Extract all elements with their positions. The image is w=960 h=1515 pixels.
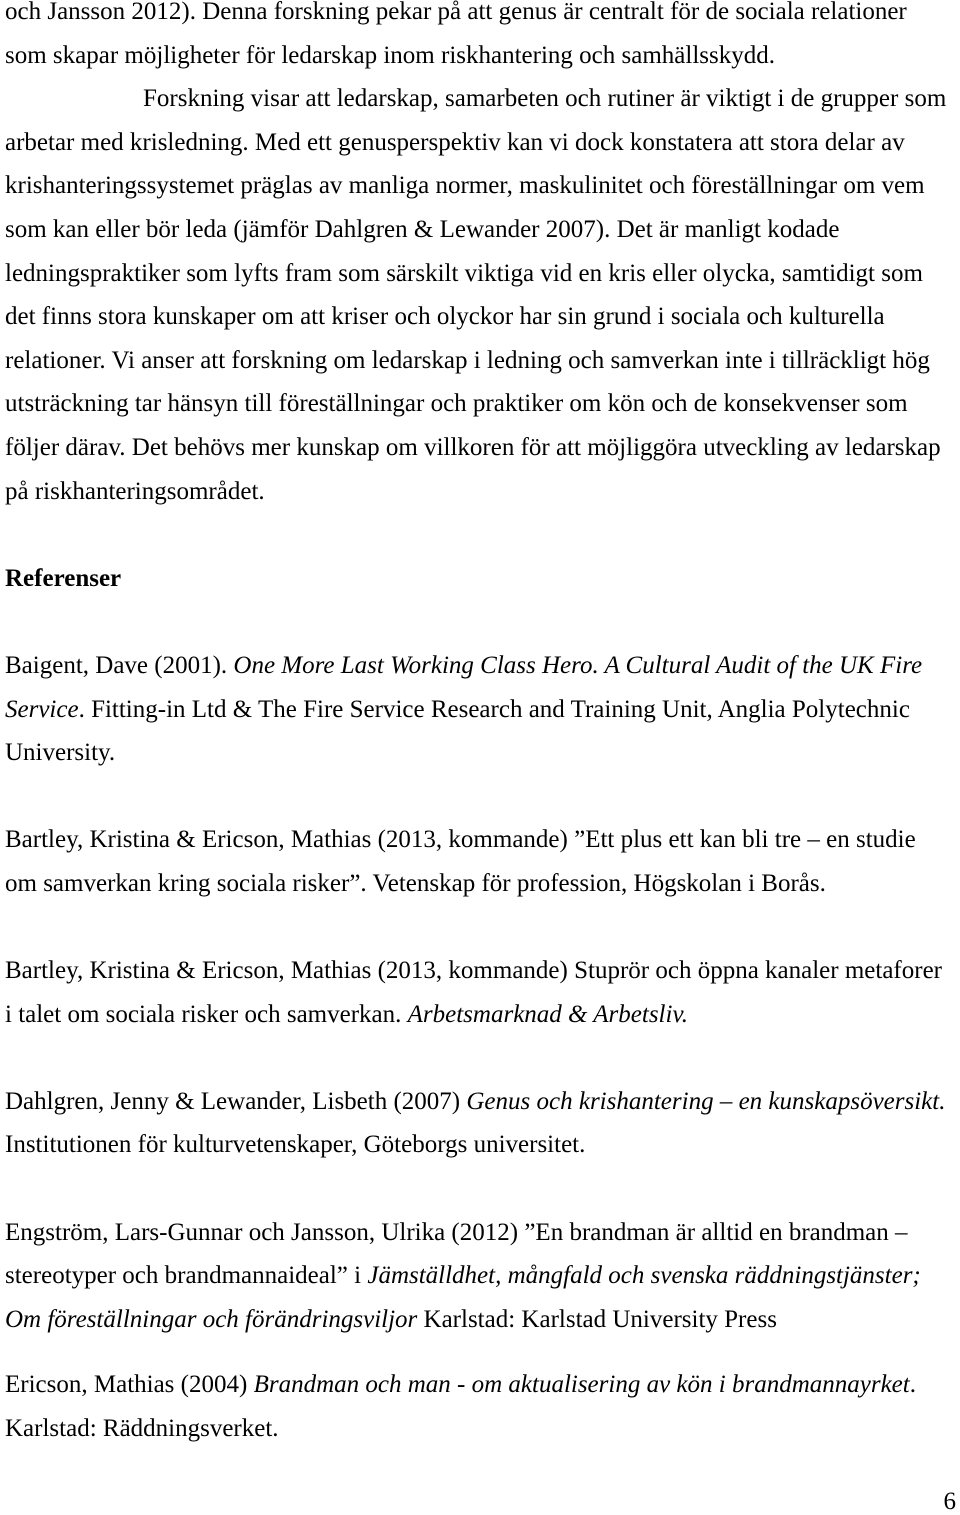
paragraph-line: ledningspraktiker som lyfts fram som särskilt viktiga vid en kris eller olycka, samtidigt som bbox=[5, 259, 923, 287]
reference-title: Genus och krishantering – en kunskapsöversikt. bbox=[466, 1087, 946, 1115]
spacer bbox=[5, 1036, 960, 1080]
reference-entry bbox=[5, 1211, 960, 1342]
reference-title: One More Last Working Class Hero. A Cultural Audit of the UK Fire bbox=[233, 651, 923, 679]
reference-entry bbox=[5, 818, 960, 905]
body-paragraph bbox=[5, 0, 960, 513]
reference-title: Om föreställningar och förändringsviljor bbox=[5, 1305, 418, 1333]
reference-text: Baigent, Dave (2001). bbox=[5, 651, 234, 679]
reference-line bbox=[5, 731, 960, 775]
paragraph-line: följer därav. Det behövs mer kunskap om villkoren för att möjliggöra utveckling av ledarskap bbox=[5, 433, 941, 461]
paragraph-line: krishanteringssystemet präglas av manliga normer, maskulinitet och föreställningar om vem bbox=[5, 172, 925, 200]
reference-title: Jämställdhet, mångfald och svenska räddningstjänster; bbox=[367, 1262, 921, 1290]
spacer bbox=[5, 905, 960, 949]
reference-text: Ericson, Mathias (2004) bbox=[5, 1371, 254, 1399]
reference-line bbox=[5, 818, 960, 862]
reference-entry bbox=[5, 644, 960, 775]
reference-line bbox=[5, 1211, 960, 1255]
paragraph-line: det finns stora kunskaper om att kriser och olyckor har sin grund i sociala och kulturella bbox=[5, 303, 885, 331]
reference-line bbox=[5, 1080, 960, 1124]
reference-text: Karlstad: Karlstad University Press bbox=[417, 1305, 777, 1333]
reference-entry bbox=[5, 949, 960, 1036]
reference-text: Dahlgren, Jenny & Lewander, Lisbeth (2007) bbox=[5, 1087, 467, 1115]
paragraph-line: som kan eller bör leda (jämför Dahlgren & Lewander 2007). Det är manligt kodade bbox=[5, 215, 840, 243]
paragraph-line: på riskhanteringsområdet. bbox=[5, 477, 265, 505]
reference-text: . bbox=[909, 1371, 916, 1399]
reference-text: . Fitting-in Ltd & The Fire Service Research and Training Unit, Anglia Polytechnic bbox=[78, 695, 910, 723]
reference-text: Bartley, Kristina & Ericson, Mathias (2013, kommande) ”Ett plus ett kan bli tre – en studie bbox=[5, 826, 916, 854]
reference-line bbox=[5, 688, 960, 732]
reference-text: stereotyper och brandmannaideal” i bbox=[5, 1262, 368, 1290]
reference-text: University. bbox=[5, 739, 116, 767]
reference-title: Arbetsmarknad & Arbetsliv. bbox=[407, 1000, 688, 1028]
reference-text: Engström, Lars-Gunnar och Jansson, Ulrika (2012) ”En brandman är alltid en brandman – bbox=[5, 1218, 908, 1246]
reference-line bbox=[5, 993, 960, 1037]
reference-line bbox=[5, 1298, 960, 1342]
spacer bbox=[5, 600, 960, 644]
reference-line bbox=[5, 1407, 960, 1451]
reference-line bbox=[5, 949, 960, 993]
reference-entry bbox=[5, 1363, 960, 1450]
reference-line bbox=[5, 1123, 960, 1167]
paragraph-line: Forskning visar att ledarskap, samarbeten och rutiner är viktigt i de grupper som bbox=[143, 85, 947, 113]
reference-text: Institutionen för kulturvetenskaper, Göteborgs universitet. bbox=[5, 1131, 586, 1159]
reference-text: i talet om sociala risker och samverkan. bbox=[5, 1000, 408, 1028]
spacer bbox=[5, 513, 960, 557]
reference-line bbox=[5, 644, 960, 688]
reference-title: Brandman och man - om aktualisering av kön i brandmannayrket bbox=[253, 1371, 910, 1399]
spacer bbox=[5, 1341, 960, 1363]
paragraph-line: relationer. Vi anser att forskning om ledarskap i ledning och samverkan inte i tillräckligt hög bbox=[5, 346, 930, 374]
reference-title: Service bbox=[5, 695, 79, 723]
page-number: 6 bbox=[943, 1488, 956, 1515]
reference-line bbox=[5, 862, 960, 906]
spacer bbox=[5, 1167, 960, 1211]
paragraph-line: och Jansson 2012). Denna forskning pekar på att genus är centralt för de sociala relationer bbox=[5, 0, 907, 25]
reference-text: Bartley, Kristina & Ericson, Mathias (2013, kommande) Stuprör och öppna kanaler metaforer bbox=[5, 957, 942, 985]
reference-line bbox=[5, 1363, 960, 1407]
spacer bbox=[5, 775, 960, 819]
paragraph-line: utsträckning tar hänsyn till föreställningar och praktiker om kön och de konsekvenser som bbox=[5, 390, 908, 418]
reference-text: Karlstad: Räddningsverket. bbox=[5, 1414, 279, 1442]
references-heading: Referenser bbox=[5, 564, 122, 592]
paragraph-line: arbetar med krisledning. Med ett genusperspektiv kan vi dock konstatera att stora delar av bbox=[5, 128, 905, 156]
reference-entry bbox=[5, 1080, 960, 1167]
reference-line bbox=[5, 1254, 960, 1298]
reference-text: om samverkan kring sociala risker”. Vetenskap för profession, Högskolan i Borås. bbox=[5, 869, 826, 897]
paragraph-line: som skapar möjligheter för ledarskap inom riskhantering och samhällsskydd. bbox=[5, 41, 775, 69]
